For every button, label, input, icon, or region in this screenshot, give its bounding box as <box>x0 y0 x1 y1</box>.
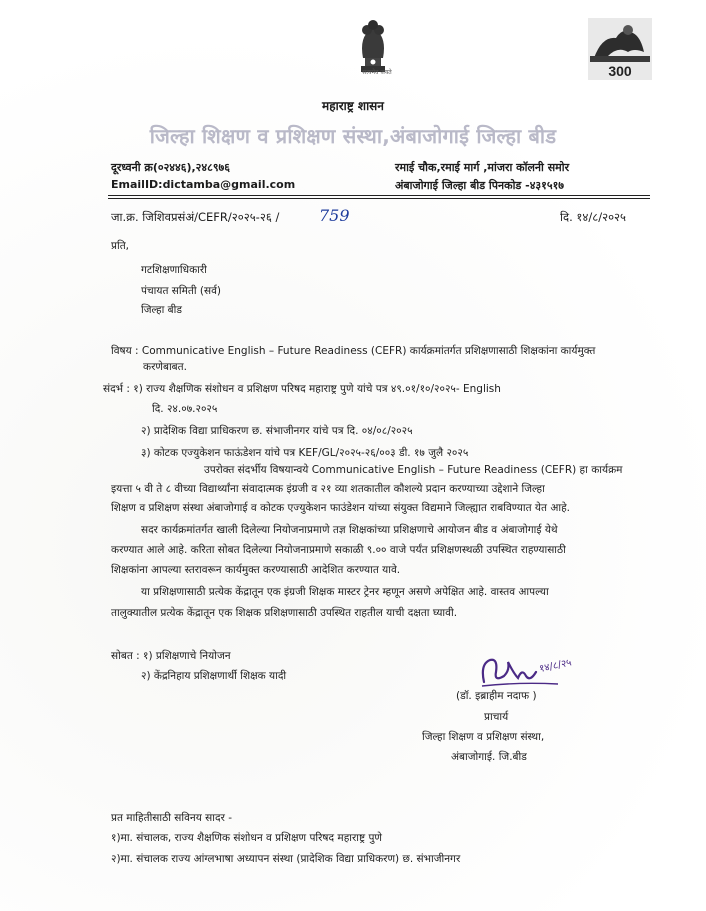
addressee-salutation: प्रति, <box>111 240 130 252</box>
handwritten-signature <box>478 652 573 692</box>
body-paragraph-line: सदर कार्यक्रमांतर्गत खाली दिलेल्या नियोजनाप्रमाणे तज्ञ शिक्षकांच्या प्रशिक्षणाचे आयोजन बीड व अंबाजोगाई येथे <box>141 524 558 536</box>
addressee-line: जिल्हा बीड <box>141 304 183 316</box>
signatory-designation: प्राचार्य <box>484 711 509 723</box>
reference-item: संदर्भ : १) राज्य शैक्षणिक संशोधन व प्रशिक्षण परिषद महाराष्ट्र पुणे यांचे पत्र ४९.०१/१०/२०२५- English <box>103 383 501 395</box>
signatory-place: अंबाजोगाई. जि.बीड <box>451 751 527 763</box>
addressee-line: पंचायत समिती (सर्व) <box>141 285 222 297</box>
enclosure-item: २) केंद्रनिहाय प्रशिक्षणार्थी शिक्षक यादी <box>141 670 287 682</box>
header-divider <box>108 195 650 196</box>
body-paragraph-line: करण्यात आले आहे. करिता सोबत दिलेल्या नियोजनाप्रमाणे सकाळी ९.०० वाजे पर्यंत प्रशिक्षणस्थळी उपस्थित राहण्यासाठी <box>111 544 566 556</box>
body-paragraph-line: शिक्षण व प्रशिक्षण संस्था अंबाजोगाई व कोटक एज्युकेशन फाउंडेशन यांच्या संयुक्त विद्यमाने जिल्ह्यात राबविण्यात येत आहे. <box>111 502 570 514</box>
subject-line: विषय : Communicative English – Future Readiness (CEFR) कार्यक्रमांतर्गत प्रशिक्षणासाठी शिक्षकांना कार्यमुक्त <box>111 345 596 357</box>
copy-to-item: २)मा. संचालक राज्य आंग्लभाषा अध्यापन संस्था (प्रादेशिक विद्या प्राधिकरण) छ. संभाजीनगर <box>111 853 461 865</box>
addressee-line: गटशिक्षणाधिकारी <box>141 264 207 276</box>
letter-date: दि. १४/८/२०२५ <box>560 210 627 224</box>
body-paragraph-line: तालुक्यातील प्रत्येक केंद्रातून एक शिक्षक प्रशिक्षणासाठी उपस्थित राहतील याची दक्षता घ्यावी. <box>111 607 458 619</box>
signatory-organization: जिल्हा शिक्षण व प्रशिक्षण संस्था, <box>422 731 545 743</box>
body-paragraph-line: या प्रशिक्षणासाठी प्रत्येक केंद्रातून एक इंग्रजी शिक्षक मास्टर ट्रेनर म्हणून असणे अपेक्षित आहे. वास्तव आपल्या <box>141 586 549 598</box>
reference-item: ३) कोटक एज्युकेशन फाऊंडेशन यांचे पत्र KEF/GL/२०२५-२६/००३ डी. १७ जुलै २०२५ <box>141 447 469 459</box>
government-title: महाराष्ट्र शासन <box>322 99 384 113</box>
institute-title: जिल्हा शिक्षण व प्रशिक्षण संस्था,अंबाजोगाई जिल्हा बीड <box>149 124 557 148</box>
header-divider-thin <box>108 198 650 199</box>
signature-date: १४/८/२५ <box>538 657 573 675</box>
address-line-2: अंबाजोगाई जिल्हा बीड पिनकोड -४३१५१७ <box>395 179 565 192</box>
reference-item-date: दि. २४.०७.२०२५ <box>152 403 218 415</box>
body-paragraph-line: इयत्ता ५ वी ते ८ वीच्या विद्यार्थ्यांना संवादात्मक इंग्रजी व २१ व्या शतकातील कौशल्ये प्रदान करण्याच्या उद्देशाने जिल्हा <box>111 483 545 495</box>
signatory-name: (डॉ. इब्राहीम नदाफ ) <box>456 690 537 702</box>
body-paragraph-line: उपरोक्त संदर्भीय विषयान्वये Communicative English – Future Readiness (CEFR) हा कार्यक्रम <box>204 464 623 476</box>
reference-item: २) प्रादेशिक विद्या प्राधिकरण छ. संभाजीनगर यांचे पत्र दि. ०४/०८/२०२५ <box>141 425 413 437</box>
emblem-caption: सत्यमेव जयते <box>362 69 392 76</box>
subject-line-continued: करणेबाबत. <box>143 361 187 373</box>
address-line-1: रमाई चौक,रमाई मार्ग ,मांजरा कॉलनी समोर <box>395 161 570 174</box>
email-address: EmailID:dictamba@gmail.com <box>111 178 296 191</box>
phone-number: दूरध्वनी क्र(०२४४६),२४८९७६ <box>111 161 230 174</box>
handwritten-ref-number: 759 <box>319 206 350 225</box>
copy-to-heading: प्रत माहितीसाठी सविनय सादर - <box>111 812 232 824</box>
logo-number: 300 <box>608 63 632 79</box>
body-paragraph-line: शिक्षकांना आपल्या स्तरावरून कार्यमुक्त करण्यासाठी आदेशित करण्यात यावे. <box>111 564 401 576</box>
copy-to-item: १)मा. संचालक, राज्य शैक्षणिक संशोधन व प्रशिक्षण परिषद महाराष्ट्र पुणे <box>111 832 383 844</box>
reference-number: जा.क्र. जिशिवप्रसंअं/CEFR/२०२५-२६ / <box>111 210 280 224</box>
enclosure-item: सोबत : १) प्रशिक्षणाचे नियोजन <box>111 650 231 662</box>
anniversary-300-logo <box>588 18 652 80</box>
